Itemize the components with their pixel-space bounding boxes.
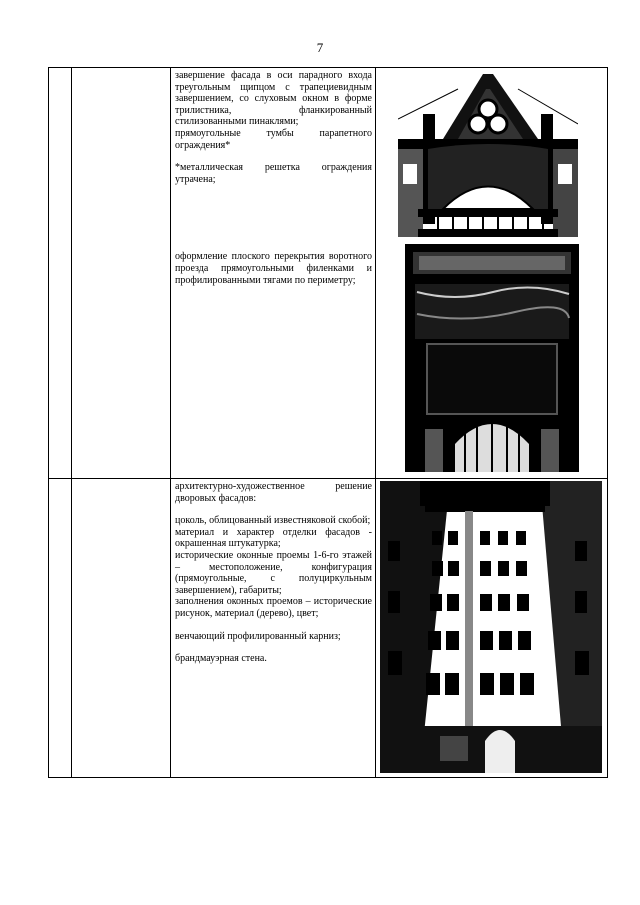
text-line: архитектурно-художественное решение дворовых фасадов: bbox=[175, 481, 372, 504]
table-cell-name bbox=[72, 68, 171, 479]
photo-courtyard bbox=[380, 481, 602, 773]
text-line: *металлическая решетка ограждения утрачена; bbox=[175, 162, 372, 185]
attributes-table bbox=[48, 67, 608, 778]
text-line: материал и характер отделки фасадов - окрашенная штукатурка; bbox=[175, 526, 372, 550]
table-row bbox=[49, 68, 608, 479]
table-cell-name bbox=[72, 479, 171, 778]
table-cell-index bbox=[49, 68, 72, 479]
table-cell-index bbox=[49, 479, 72, 778]
text-line: венчающий профилированный карниз; bbox=[175, 630, 341, 642]
text-line: завершение фасада в оси парадного входа треугольным щипцом с трапециевидным завершением, со слуховым окном в форме трилистника, фланкированный стилизованными пинаклями; bbox=[175, 70, 372, 128]
photo-gable bbox=[398, 69, 578, 237]
table-cell-description bbox=[171, 68, 376, 479]
page-number: 7 bbox=[316, 40, 324, 55]
photo-gateway-ceiling bbox=[405, 244, 579, 472]
table-cell-description bbox=[171, 479, 376, 778]
text-line: оформление плоского перекрытия воротного проезда прямоугольными филенками и профилированными тягами по периметру; bbox=[175, 251, 372, 286]
text-line: исторические оконные проемы 1-6-го этажей – местоположение, конфигурация (прямоугольные, с полуциркульным завершением), габариты; bbox=[175, 549, 372, 596]
text-line: цоколь, облицованный известняковой скобой; bbox=[175, 515, 371, 527]
text-line: брандмауэрная стена. bbox=[175, 653, 267, 665]
table-cell-photos bbox=[376, 68, 608, 479]
text-line: заполнения оконных проемов – исторические рисунок, материал (дерево), цвет; bbox=[175, 596, 372, 619]
table-cell-photos bbox=[376, 479, 608, 778]
text-line: прямоугольные тумбы парапетного ограждения* bbox=[175, 127, 372, 151]
table-row bbox=[49, 479, 608, 778]
